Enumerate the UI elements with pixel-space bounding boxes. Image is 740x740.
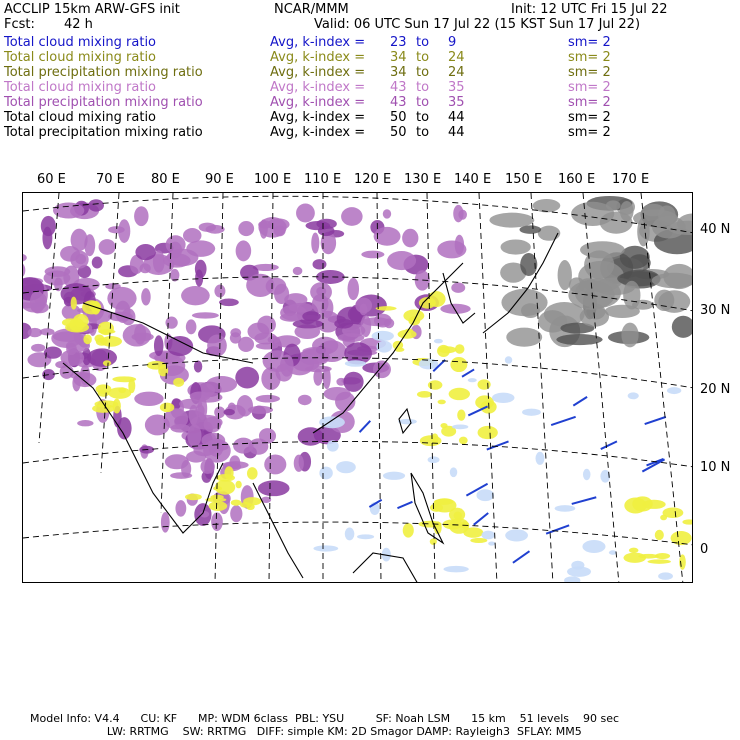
cloud-purple-blob — [186, 319, 197, 334]
cloud-lightblue-blob — [357, 534, 374, 539]
cloud-lightblue-blob — [383, 472, 405, 480]
cloud-purple-blob — [141, 288, 151, 305]
cloud-purple-blob — [383, 209, 391, 218]
cloud-purple-blob — [200, 459, 214, 474]
parallel-10n — [23, 441, 693, 467]
legend-to: to — [416, 125, 430, 140]
cloud-lightblue-blob — [345, 360, 366, 367]
cloud-lightblue-blob — [428, 456, 440, 463]
cloud-purple-blob — [23, 262, 25, 278]
cloud-purple-blob — [268, 336, 280, 344]
longitude-label: 110 E — [304, 172, 342, 187]
cloud-lightblue-blob — [481, 531, 494, 540]
cloud-purple-blob — [88, 199, 104, 211]
cloud-gray-blob — [654, 290, 674, 311]
cloud-yellow-blob — [655, 530, 664, 540]
cloud-yellow-blob — [160, 403, 174, 412]
cloud-lightblue-blob — [555, 505, 576, 512]
legend-k2: 44 — [448, 110, 465, 125]
cloud-lightblue-blob — [443, 566, 468, 572]
cloud-purple-blob — [175, 500, 186, 517]
longitude-label: 90 E — [205, 172, 234, 187]
cloud-purple-blob — [294, 455, 304, 472]
legend-k1: 50 — [390, 125, 407, 140]
cloud-purple-blob — [293, 319, 324, 328]
cloud-gray-blob — [672, 316, 693, 338]
cloud-lightblue-blob — [667, 387, 681, 394]
cloud-purple-blob — [77, 420, 93, 426]
coast-indochina — [253, 483, 303, 578]
longitude-label: 140 E — [454, 172, 492, 187]
cloud-purple-blob — [206, 225, 225, 234]
legend-avg: Avg, k-index = — [270, 80, 366, 95]
cloud-yellow-blob — [438, 346, 456, 353]
cloud-gray-blob — [538, 226, 560, 241]
legend-sm: sm= 2 — [568, 50, 611, 65]
cloud-purple-blob — [311, 232, 319, 253]
cloud-purple-blob — [87, 348, 117, 367]
cloud-yellow-blob — [417, 391, 432, 398]
cloud-purple-blob — [256, 395, 280, 403]
cloud-blue-streak — [551, 417, 575, 425]
cloud-purple-blob — [348, 278, 360, 300]
legend-sm: sm= 2 — [568, 95, 611, 110]
latitude-label: 10 N — [700, 460, 731, 475]
cloud-yellow-blob — [449, 388, 470, 400]
cloud-yellow-blob — [215, 480, 235, 495]
cloud-purple-blob — [170, 424, 190, 433]
cloud-yellow-blob — [231, 500, 242, 506]
cloud-yellow-blob — [94, 335, 104, 343]
cloud-blue-streak — [474, 513, 489, 525]
legend-name: Total cloud mixing ratio — [4, 80, 157, 95]
cloud-purple-blob — [23, 253, 27, 262]
cloud-gray-blob — [489, 213, 534, 228]
cloud-purple-blob — [313, 259, 327, 269]
cloud-yellow-blob — [455, 344, 465, 354]
legend-to: to — [416, 35, 430, 50]
legend-name: Total precipitation mixing ratio — [4, 125, 203, 140]
map-panel — [22, 192, 693, 583]
longitude-label: 80 E — [151, 172, 180, 187]
cloud-lightblue-blob — [319, 467, 332, 480]
cloud-yellow-blob — [71, 297, 77, 310]
cloud-lightblue-blob — [468, 378, 477, 382]
latitude-label: 20 N — [700, 382, 731, 397]
cloud-yellow-blob — [247, 467, 258, 479]
legend-avg: Avg, k-index = — [270, 65, 366, 80]
latitude-label: 30 N — [700, 303, 731, 318]
legend-k1: 43 — [390, 80, 407, 95]
legend-k2: 44 — [448, 125, 465, 140]
cloud-lightblue-blob — [522, 409, 541, 416]
cloud-yellow-blob — [682, 519, 693, 524]
longitude-label: 100 E — [254, 172, 292, 187]
cloud-purple-blob — [343, 372, 363, 392]
legend-sm: sm= 2 — [568, 35, 611, 50]
cloud-purple-blob — [223, 409, 234, 415]
cloud-purple-blob — [306, 221, 330, 230]
cloud-yellow-blob — [98, 329, 115, 334]
cloud-purple-blob — [161, 512, 170, 533]
cloud-purple-blob — [296, 203, 315, 222]
legend-avg: Avg, k-index = — [270, 95, 366, 110]
cloud-purple-blob — [302, 347, 333, 355]
legend-sm: sm= 2 — [568, 110, 611, 125]
cloud-gray-blob — [571, 202, 614, 226]
cloud-purple-blob — [451, 283, 465, 293]
cloud-yellow-blob — [457, 410, 465, 421]
cloud-purple-blob — [92, 257, 103, 269]
legend-k2: 24 — [448, 50, 465, 65]
cloud-lightblue-blob — [488, 541, 495, 545]
cloud-yellow-blob — [376, 306, 397, 311]
legend-name: Total cloud mixing ratio — [4, 110, 157, 125]
cloud-purple-blob — [334, 319, 353, 329]
cloud-purple-blob — [293, 267, 303, 275]
cloud-purple-blob — [41, 216, 56, 236]
cloud-purple-blob — [310, 282, 332, 302]
legend-to: to — [416, 110, 430, 125]
model-info-line2: LW: RRTMG SW: RRTMG DIFF: simple KM: 2D Smagor DAMP: Rayleigh3 SFLAY: MM5 — [30, 725, 582, 738]
cloud-blue-streak — [645, 417, 666, 424]
cloud-purple-blob — [154, 335, 164, 356]
field-shading — [23, 196, 693, 583]
cloud-lightblue-blob — [372, 331, 394, 341]
cloud-gray-blob — [623, 281, 640, 310]
legend-sm: sm= 2 — [568, 65, 611, 80]
cloud-yellow-blob — [671, 531, 692, 545]
init-time: Init: 12 UTC Fri 15 Jul 22 — [511, 2, 668, 17]
cloud-purple-blob — [134, 324, 146, 345]
cloud-yellow-blob — [454, 512, 462, 520]
cloud-purple-blob — [134, 392, 163, 406]
cloud-yellow-blob — [83, 334, 91, 344]
run-title: ACCLIP 15km ARW-GFS init — [4, 2, 180, 17]
cloud-purple-blob — [40, 328, 55, 335]
legend-sm: sm= 2 — [568, 125, 611, 140]
legend-avg: Avg, k-index = — [270, 35, 366, 50]
cloud-purple-blob — [246, 274, 274, 297]
cloud-purple-blob — [55, 361, 68, 368]
cloud-purple-blob — [235, 367, 259, 389]
cloud-lightblue-blob — [476, 489, 494, 501]
cloud-purple-blob — [60, 246, 80, 262]
cloud-yellow-blob — [430, 538, 437, 545]
cloud-gray-blob — [620, 201, 634, 221]
legend-k1: 34 — [390, 50, 407, 65]
legend-to: to — [416, 80, 430, 95]
cloud-purple-blob — [341, 207, 363, 226]
cloud-purple-blob — [274, 284, 289, 304]
cloud-purple-blob — [264, 454, 286, 474]
cloud-purple-blob — [170, 472, 192, 479]
cloud-purple-blob — [189, 405, 198, 425]
legend-name: Total cloud mixing ratio — [4, 35, 157, 50]
legend-name: Total precipitation mixing ratio — [4, 95, 203, 110]
cloud-purple-blob — [288, 303, 313, 313]
cloud-gray-blob — [506, 328, 542, 347]
fcst-label: Fcst: — [4, 17, 35, 32]
cloud-lightblue-blob — [505, 529, 528, 541]
legend-k2: 24 — [448, 65, 465, 80]
valid-time: Valid: 06 UTC Sun 17 Jul 22 (15 KST Sun 17 Jul 22) — [314, 17, 641, 32]
cloud-purple-blob — [165, 317, 177, 329]
cloud-yellow-blob — [450, 357, 467, 372]
cloud-purple-blob — [455, 235, 464, 255]
cloud-purple-blob — [440, 304, 470, 314]
cloud-yellow-blob — [629, 548, 639, 553]
cloud-lightblue-blob — [434, 339, 443, 344]
cloud-purple-blob — [99, 239, 116, 255]
cloud-gray-blob — [501, 239, 531, 254]
cloud-purple-blob — [359, 304, 367, 316]
cloud-purple-blob — [453, 205, 463, 222]
legend-k2: 9 — [448, 35, 457, 50]
cloud-yellow-blob — [463, 527, 483, 537]
cloud-blue-streak — [487, 441, 509, 449]
cloud-purple-blob — [181, 286, 210, 305]
legend-name: Total precipitation mixing ratio — [4, 65, 203, 80]
cloud-gray-blob — [621, 323, 638, 348]
cloud-purple-blob — [323, 367, 331, 390]
cloud-purple-blob — [248, 438, 268, 454]
cloud-lightblue-blob — [535, 452, 544, 465]
cloud-gray-blob — [520, 225, 542, 233]
cloud-blue-streak — [572, 497, 597, 504]
longitude-label: 160 E — [558, 172, 596, 187]
longitude-label: 150 E — [505, 172, 543, 187]
cloud-lightblue-blob — [450, 467, 457, 477]
cloud-lightblue-blob — [505, 356, 513, 363]
cloud-purple-blob — [374, 314, 392, 328]
cloud-purple-blob — [186, 451, 206, 463]
legend-k1: 43 — [390, 95, 407, 110]
cloud-blue-streak — [397, 502, 412, 508]
cloud-yellow-blob — [428, 380, 443, 389]
cloud-lightblue-blob — [567, 566, 591, 577]
cloud-blue-streak — [513, 551, 530, 563]
cloud-purple-blob — [248, 406, 273, 414]
map-canvas — [23, 193, 693, 583]
longitude-label: 170 E — [612, 172, 650, 187]
cloud-purple-blob — [258, 480, 290, 496]
legend-to: to — [416, 50, 430, 65]
cloud-lightblue-blob — [628, 392, 639, 399]
cloud-purple-blob — [31, 344, 45, 352]
legend-name: Total cloud mixing ratio — [4, 50, 157, 65]
cloud-gray-blob — [580, 241, 625, 258]
cloud-purple-blob — [194, 360, 202, 372]
cloud-purple-blob — [236, 240, 252, 261]
legend-sm: sm= 2 — [568, 80, 611, 95]
cloud-yellow-blob — [663, 507, 684, 518]
legend-avg: Avg, k-index = — [270, 50, 366, 65]
legend-k1: 50 — [390, 110, 407, 125]
cloud-gray-blob — [556, 334, 602, 345]
cloud-purple-blob — [230, 505, 242, 522]
cloud-purple-blob — [361, 315, 372, 337]
cloud-blue-streak — [573, 397, 587, 406]
cloud-lightblue-blob — [564, 576, 580, 583]
org-label: NCAR/MMM — [274, 2, 349, 17]
cloud-yellow-blob — [216, 474, 235, 482]
legend-to: to — [416, 95, 430, 110]
legend-to: to — [416, 65, 430, 80]
cloud-purple-blob — [219, 298, 239, 306]
cloud-purple-blob — [313, 369, 322, 386]
cloud-purple-blob — [108, 312, 133, 322]
cloud-purple-blob — [238, 221, 254, 236]
cloud-purple-blob — [373, 360, 391, 378]
cloud-yellow-blob — [96, 384, 112, 394]
cloud-yellow-blob — [185, 494, 202, 501]
cloud-lightblue-blob — [452, 424, 468, 429]
cloud-yellow-blob — [209, 501, 228, 511]
cloud-yellow-blob — [428, 291, 446, 307]
cloud-yellow-blob — [478, 426, 498, 439]
cloud-purple-blob — [387, 251, 416, 270]
longitude-label: 60 E — [37, 172, 66, 187]
cloud-gray-blob — [652, 216, 686, 239]
cloud-blue-streak — [360, 421, 371, 432]
cloud-purple-blob — [198, 397, 208, 420]
cloud-purple-blob — [402, 229, 418, 248]
cloud-yellow-blob — [103, 360, 111, 366]
cloud-yellow-blob — [235, 481, 241, 489]
cloud-purple-blob — [214, 285, 225, 298]
cloud-yellow-blob — [73, 314, 89, 328]
legend-k1: 34 — [390, 65, 407, 80]
cloud-yellow-blob — [430, 503, 443, 511]
cloud-purple-blob — [192, 312, 219, 318]
cloud-lightblue-blob — [658, 572, 673, 579]
cloud-purple-blob — [135, 244, 156, 260]
legend-avg: Avg, k-index = — [270, 125, 366, 140]
cloud-lightblue-blob — [398, 419, 417, 424]
cloud-yellow-blob — [173, 378, 184, 387]
cloud-purple-blob — [206, 376, 237, 392]
cloud-lightblue-blob — [336, 461, 356, 473]
meridian-150e — [531, 193, 553, 583]
cloud-yellow-blob — [648, 559, 671, 564]
cloud-yellow-blob — [632, 496, 652, 511]
legend-avg: Avg, k-index = — [270, 110, 366, 125]
cloud-lightblue-blob — [583, 469, 591, 480]
cloud-purple-blob — [163, 253, 191, 267]
cloud-yellow-blob — [477, 379, 490, 389]
cloud-yellow-blob — [459, 437, 468, 445]
longitude-label: 120 E — [354, 172, 392, 187]
longitude-label: 130 E — [404, 172, 442, 187]
fcst-value: 42 h — [64, 17, 93, 32]
cloud-lightblue-blob — [345, 527, 355, 540]
cloud-purple-blob — [195, 269, 203, 286]
cloud-yellow-blob — [243, 497, 261, 505]
cloud-purple-blob — [298, 395, 312, 405]
cloud-yellow-blob — [403, 523, 414, 537]
cloud-yellow-blob — [82, 300, 101, 314]
cloud-yellow-blob — [112, 376, 136, 382]
cloud-blue-streak — [601, 441, 617, 449]
cloud-lightblue-blob — [609, 550, 617, 555]
cloud-gray-blob — [575, 278, 621, 308]
coast-korea — [443, 273, 475, 323]
cloud-purple-blob — [30, 291, 45, 314]
cloud-lightblue-blob — [313, 545, 338, 551]
cloud-yellow-blob — [623, 553, 646, 563]
cloud-yellow-blob — [147, 361, 166, 370]
cloud-purple-blob — [211, 513, 223, 532]
cloud-purple-blob — [238, 337, 254, 352]
legend-k1: 23 — [390, 35, 407, 50]
cloud-purple-blob — [207, 335, 227, 357]
cloud-purple-blob — [338, 333, 365, 342]
cloud-purple-blob — [316, 270, 345, 284]
latitude-label: 40 N — [700, 222, 731, 237]
cloud-yellow-blob — [108, 387, 131, 399]
longitude-label: 70 E — [96, 172, 125, 187]
cloud-yellow-blob — [113, 399, 121, 414]
cloud-purple-blob — [134, 206, 148, 226]
cloud-purple-blob — [361, 251, 384, 259]
model-info-line1: Model Info: V4.4 CU: KF MP: WDM 6class PBL: YSU SF: Noah LSM 15 km 51 levels 90 sec — [30, 712, 620, 725]
legend-k2: 35 — [448, 95, 465, 110]
legend-k2: 35 — [448, 80, 465, 95]
cloud-lightblue-blob — [582, 540, 605, 553]
cloud-lightblue-blob — [327, 440, 339, 451]
cloud-yellow-blob — [438, 400, 446, 405]
latitude-label: 0 — [700, 542, 709, 557]
cloud-lightblue-blob — [492, 393, 514, 403]
cloud-purple-blob — [298, 427, 324, 445]
cloud-purple-blob — [257, 316, 276, 334]
